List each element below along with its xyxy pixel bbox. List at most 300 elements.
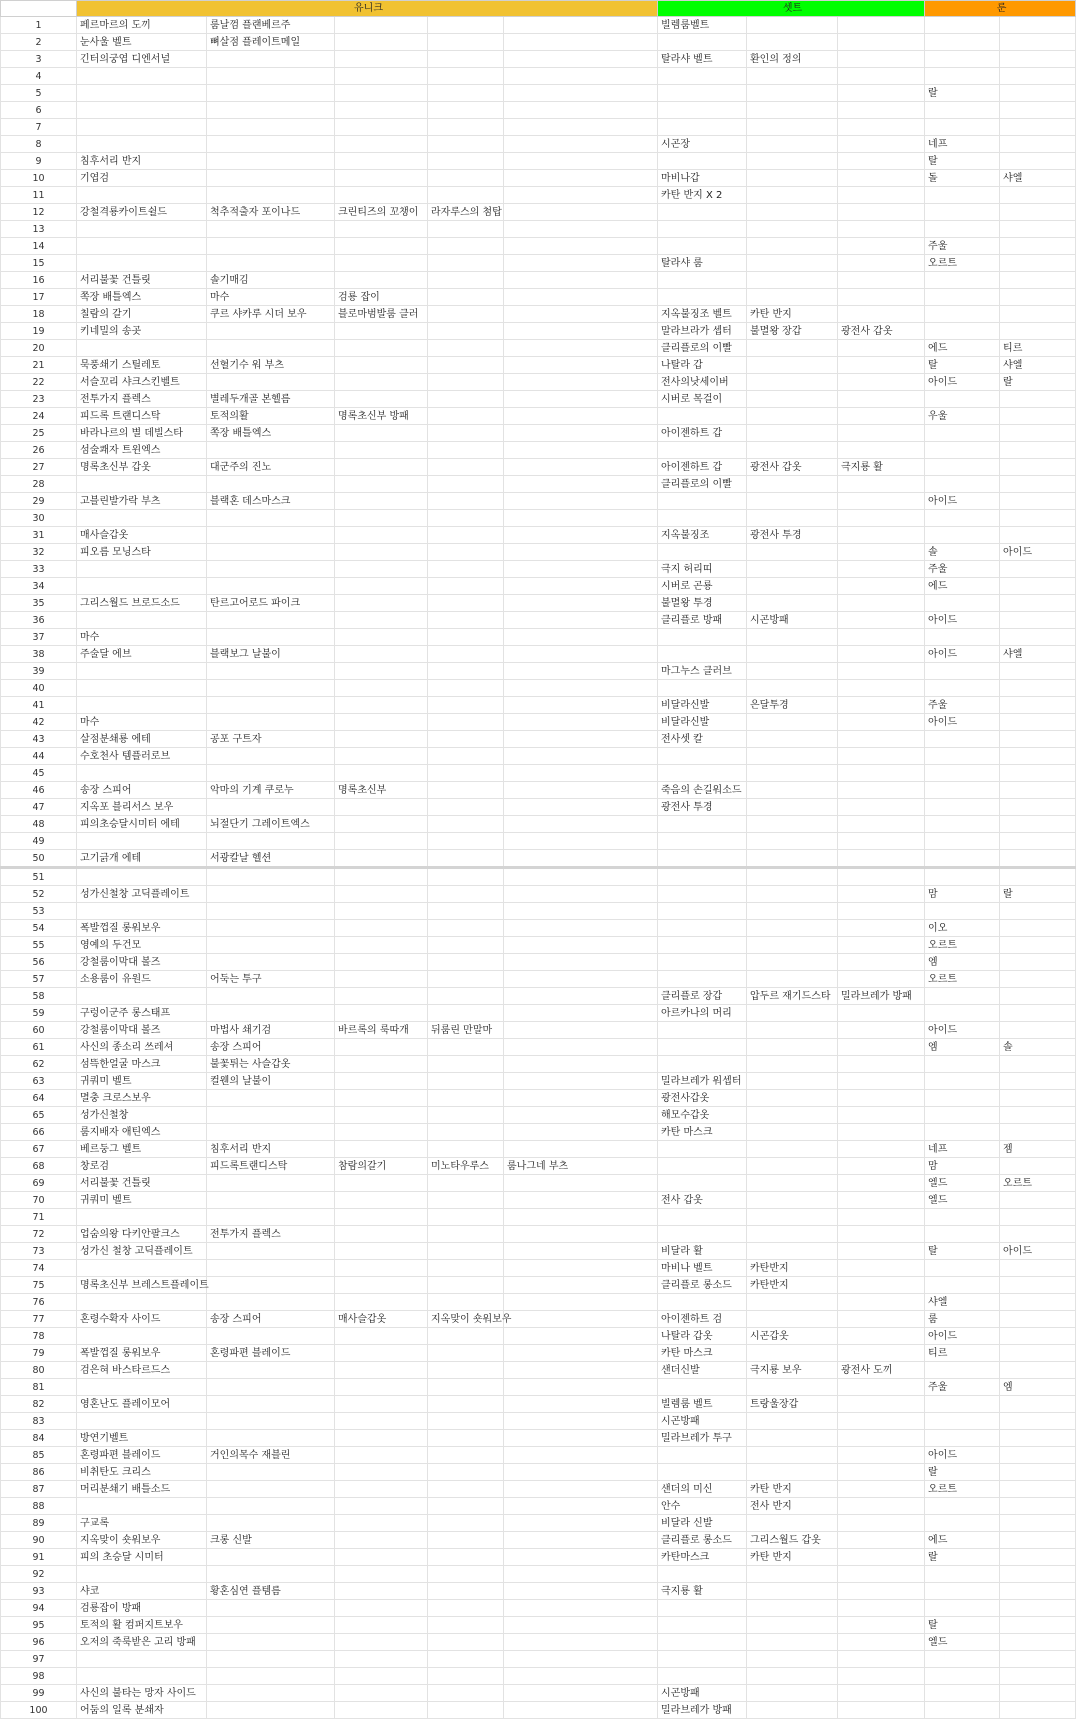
table-cell[interactable] [925,1005,1000,1022]
table-cell[interactable]: 카탄 마스크 [658,1345,747,1362]
table-cell[interactable]: 긴터의궁엽 디엔서널 [77,51,207,68]
table-cell[interactable] [504,187,658,204]
table-cell[interactable] [1000,954,1076,971]
table-cell[interactable] [1000,1464,1076,1481]
table-cell[interactable] [207,1328,335,1345]
table-cell[interactable] [335,1073,428,1090]
table-cell[interactable] [504,1668,658,1685]
table-cell[interactable] [428,937,504,954]
table-cell[interactable] [428,1668,504,1685]
table-cell[interactable] [658,1158,747,1175]
row-number[interactable]: 33 [1,561,77,578]
table-cell[interactable] [428,85,504,102]
table-cell[interactable] [925,459,1000,476]
table-cell[interactable]: 혼령수확자 사이드 [77,1311,207,1328]
table-cell[interactable] [658,1464,747,1481]
table-cell[interactable] [504,17,658,34]
table-cell[interactable] [77,1413,207,1430]
table-cell[interactable] [1000,748,1076,765]
table-cell[interactable]: 아이드 [925,612,1000,629]
table-cell[interactable] [658,680,747,697]
table-cell[interactable] [925,221,1000,238]
row-number[interactable]: 77 [1,1311,77,1328]
table-cell[interactable] [658,102,747,119]
table-cell[interactable]: 시버로 목걸이 [658,391,747,408]
table-cell[interactable] [77,1651,207,1668]
table-cell[interactable] [838,1005,925,1022]
table-cell[interactable] [1000,1192,1076,1209]
row-number[interactable]: 69 [1,1175,77,1192]
table-cell[interactable] [838,510,925,527]
table-cell[interactable] [77,697,207,714]
table-cell[interactable] [335,1447,428,1464]
table-cell[interactable] [504,816,658,833]
table-cell[interactable] [77,833,207,850]
table-cell[interactable] [335,1124,428,1141]
table-cell[interactable] [747,799,838,816]
table-cell[interactable] [428,680,504,697]
table-cell[interactable] [838,1260,925,1277]
table-cell[interactable] [207,1481,335,1498]
table-cell[interactable]: 극지룡 활 [838,459,925,476]
row-number[interactable]: 36 [1,612,77,629]
table-cell[interactable]: 밀라브레가 방패 [658,1702,747,1719]
table-cell[interactable]: 참람의갈기 [335,1158,428,1175]
row-number[interactable]: 21 [1,357,77,374]
table-cell[interactable] [747,578,838,595]
table-cell[interactable] [1000,136,1076,153]
table-cell[interactable]: 솔 [925,544,1000,561]
table-cell[interactable] [747,1243,838,1260]
table-cell[interactable]: 랄 [925,85,1000,102]
table-cell[interactable] [838,561,925,578]
table-cell[interactable] [77,765,207,782]
table-cell[interactable]: 바르록의 룩따개 [335,1022,428,1039]
table-cell[interactable] [1000,1702,1076,1719]
table-cell[interactable] [838,408,925,425]
table-cell[interactable] [747,34,838,51]
table-cell[interactable] [747,1566,838,1583]
table-cell[interactable] [428,68,504,85]
table-cell[interactable]: 랄 [925,1464,1000,1481]
table-cell[interactable] [207,153,335,170]
table-cell[interactable]: 검룡잡이 방패 [77,1600,207,1617]
table-cell[interactable] [838,903,925,920]
table-cell[interactable]: 쪽장 배틀엑스 [77,289,207,306]
table-cell[interactable] [658,34,747,51]
table-cell[interactable] [504,1464,658,1481]
table-cell[interactable]: 카탄마스크 [658,1549,747,1566]
table-cell[interactable]: 샌더의 미신 [658,1481,747,1498]
table-cell[interactable]: 묵풍쇄기 스틸레토 [77,357,207,374]
table-cell[interactable] [1000,272,1076,289]
table-cell[interactable] [747,408,838,425]
table-cell[interactable]: 트랑울장갑 [747,1396,838,1413]
table-cell[interactable] [335,1617,428,1634]
table-cell[interactable] [925,1260,1000,1277]
table-cell[interactable] [504,646,658,663]
table-cell[interactable] [335,850,428,868]
table-cell[interactable] [77,1328,207,1345]
table-cell[interactable] [838,1634,925,1651]
table-cell[interactable] [747,1447,838,1464]
table-cell[interactable] [335,17,428,34]
table-cell[interactable] [747,544,838,561]
table-cell[interactable] [747,493,838,510]
table-cell[interactable] [335,971,428,988]
table-cell[interactable] [335,903,428,920]
table-cell[interactable]: 비달라 활 [658,1243,747,1260]
table-cell[interactable] [207,663,335,680]
table-cell[interactable] [925,629,1000,646]
table-cell[interactable] [428,1396,504,1413]
table-cell[interactable] [925,1515,1000,1532]
table-cell[interactable]: 룸나그네 부츠 [504,1158,658,1175]
table-cell[interactable]: 블랙혼 데스마스크 [207,493,335,510]
row-number[interactable]: 76 [1,1294,77,1311]
table-cell[interactable]: 밀라브레가 방패 [838,988,925,1005]
table-cell[interactable] [428,119,504,136]
table-cell[interactable] [335,1464,428,1481]
table-cell[interactable] [207,1600,335,1617]
table-cell[interactable]: 오르트 [1000,1175,1076,1192]
table-cell[interactable] [504,1328,658,1345]
table-cell[interactable] [838,119,925,136]
table-cell[interactable] [925,51,1000,68]
table-cell[interactable] [838,1022,925,1039]
table-cell[interactable] [925,988,1000,1005]
table-cell[interactable]: 빌렘룸 벨트 [658,1396,747,1413]
table-cell[interactable]: 명록초신부 [335,782,428,799]
table-cell[interactable]: 키네밀의 송곳 [77,323,207,340]
table-cell[interactable] [747,782,838,799]
table-cell[interactable]: 극지 허리띠 [658,561,747,578]
table-cell[interactable] [335,51,428,68]
table-cell[interactable] [1000,1430,1076,1447]
table-cell[interactable] [335,1498,428,1515]
table-cell[interactable] [838,357,925,374]
table-cell[interactable] [207,1549,335,1566]
table-cell[interactable] [504,527,658,544]
table-cell[interactable]: 서슬꼬리 샤크스킨벨트 [77,374,207,391]
table-cell[interactable] [747,1141,838,1158]
table-cell[interactable] [504,697,658,714]
table-cell[interactable] [428,903,504,920]
table-cell[interactable]: 시곤방패 [747,612,838,629]
table-cell[interactable] [1000,697,1076,714]
table-cell[interactable] [747,1107,838,1124]
table-cell[interactable] [925,1430,1000,1447]
table-cell[interactable] [838,170,925,187]
table-cell[interactable] [747,1039,838,1056]
table-cell[interactable] [504,988,658,1005]
table-cell[interactable]: 광전사 갑옷 [747,459,838,476]
table-cell[interactable]: 쿠르 샤카루 시더 보우 [207,306,335,323]
table-cell[interactable]: 거인의목수 재블린 [207,1447,335,1464]
row-number[interactable]: 91 [1,1549,77,1566]
table-cell[interactable] [504,306,658,323]
table-cell[interactable] [77,102,207,119]
table-cell[interactable] [747,153,838,170]
table-cell[interactable] [1000,442,1076,459]
row-number[interactable]: 28 [1,476,77,493]
table-cell[interactable] [925,425,1000,442]
table-cell[interactable]: 클리플로의 이빨 [658,340,747,357]
table-cell[interactable] [838,1073,925,1090]
table-cell[interactable] [1000,816,1076,833]
table-cell[interactable] [1000,323,1076,340]
table-cell[interactable] [335,612,428,629]
table-cell[interactable] [207,886,335,903]
table-cell[interactable]: 명록초신부 갑옷 [77,459,207,476]
row-number[interactable]: 96 [1,1634,77,1651]
table-cell[interactable] [428,527,504,544]
table-cell[interactable] [838,85,925,102]
table-cell[interactable]: 클리플로 롱소드 [658,1277,747,1294]
table-cell[interactable]: 밀라브레가 투구 [658,1430,747,1447]
table-cell[interactable] [335,102,428,119]
table-cell[interactable]: 비달라 신발 [658,1515,747,1532]
table-cell[interactable] [838,34,925,51]
table-cell[interactable] [1000,1311,1076,1328]
table-cell[interactable]: 지옥포 블리서스 보우 [77,799,207,816]
table-cell[interactable] [658,153,747,170]
table-cell[interactable] [335,68,428,85]
table-cell[interactable] [335,595,428,612]
table-cell[interactable] [838,697,925,714]
table-cell[interactable] [838,1209,925,1226]
table-cell[interactable]: 전사 갑옷 [658,1192,747,1209]
table-cell[interactable]: 어둠의 일록 분쇄자 [77,1702,207,1719]
table-cell[interactable]: 솔기매김 [207,272,335,289]
table-cell[interactable] [428,357,504,374]
table-cell[interactable]: 비달라신발 [658,697,747,714]
table-cell[interactable]: 엘드 [925,1634,1000,1651]
table-cell[interactable] [925,1090,1000,1107]
table-cell[interactable]: 블랙보그 날불이 [207,646,335,663]
table-cell[interactable] [1000,510,1076,527]
row-number[interactable]: 66 [1,1124,77,1141]
table-cell[interactable] [335,868,428,886]
row-number[interactable]: 99 [1,1685,77,1702]
table-cell[interactable] [838,1141,925,1158]
table-cell[interactable]: 카탄 반지 [747,1549,838,1566]
table-cell[interactable] [658,119,747,136]
table-cell[interactable] [428,954,504,971]
table-cell[interactable] [504,1396,658,1413]
table-cell[interactable] [838,748,925,765]
table-cell[interactable] [207,340,335,357]
row-number[interactable]: 92 [1,1566,77,1583]
table-cell[interactable]: 아이젠하트 갑 [658,459,747,476]
table-cell[interactable]: 우울 [925,408,1000,425]
table-cell[interactable]: 오르트 [925,255,1000,272]
table-cell[interactable] [1000,1073,1076,1090]
row-number[interactable]: 50 [1,850,77,868]
table-cell[interactable] [1000,765,1076,782]
table-cell[interactable]: 검은혀 바스타르드스 [77,1362,207,1379]
row-number[interactable]: 85 [1,1447,77,1464]
row-number[interactable]: 31 [1,527,77,544]
table-cell[interactable] [1000,595,1076,612]
table-cell[interactable] [428,102,504,119]
table-cell[interactable] [838,731,925,748]
table-cell[interactable] [747,646,838,663]
table-cell[interactable]: 네프 [925,136,1000,153]
table-cell[interactable] [428,629,504,646]
table-cell[interactable] [335,714,428,731]
table-cell[interactable] [428,1685,504,1702]
table-cell[interactable] [77,1379,207,1396]
table-cell[interactable] [335,1634,428,1651]
table-cell[interactable] [428,1583,504,1600]
table-cell[interactable] [207,988,335,1005]
table-cell[interactable]: 크롱 신발 [207,1532,335,1549]
table-cell[interactable] [838,680,925,697]
table-cell[interactable] [658,1668,747,1685]
table-cell[interactable] [428,646,504,663]
table-cell[interactable] [747,357,838,374]
table-cell[interactable] [658,221,747,238]
table-cell[interactable] [1000,1345,1076,1362]
table-cell[interactable] [428,1039,504,1056]
table-cell[interactable]: 광전사 도끼 [838,1362,925,1379]
table-cell[interactable] [428,1345,504,1362]
table-cell[interactable]: 아이드 [925,646,1000,663]
table-cell[interactable]: 전사의낫세이버 [658,374,747,391]
table-cell[interactable]: 마비나갑 [658,170,747,187]
table-cell[interactable] [925,442,1000,459]
row-number[interactable]: 78 [1,1328,77,1345]
table-cell[interactable] [925,527,1000,544]
table-cell[interactable]: 공포 구트자 [207,731,335,748]
table-cell[interactable] [428,1634,504,1651]
row-number[interactable]: 59 [1,1005,77,1022]
row-number[interactable]: 11 [1,187,77,204]
table-cell[interactable]: 엠 [925,1039,1000,1056]
table-cell[interactable] [747,1158,838,1175]
row-number[interactable]: 20 [1,340,77,357]
table-cell[interactable] [428,1209,504,1226]
table-cell[interactable] [1000,1107,1076,1124]
table-cell[interactable] [207,697,335,714]
table-cell[interactable] [504,954,658,971]
table-cell[interactable]: 젬 [1000,1141,1076,1158]
table-cell[interactable]: 지옥불징조 벨트 [658,306,747,323]
table-cell[interactable] [658,204,747,221]
row-number[interactable]: 3 [1,51,77,68]
table-cell[interactable]: 아르카나의 머리 [658,1005,747,1022]
table-cell[interactable] [207,1124,335,1141]
table-cell[interactable] [747,1192,838,1209]
table-cell[interactable]: 피의 초승달 시미터 [77,1549,207,1566]
table-cell[interactable] [747,1345,838,1362]
table-cell[interactable] [428,1243,504,1260]
table-cell[interactable] [504,1277,658,1294]
table-cell[interactable]: 수호천사 템플러로브 [77,748,207,765]
row-number[interactable]: 100 [1,1702,77,1719]
table-cell[interactable]: 라자루스의 첨탑 [428,204,504,221]
table-cell[interactable] [428,255,504,272]
table-cell[interactable] [77,1498,207,1515]
table-cell[interactable] [504,937,658,954]
table-cell[interactable] [658,868,747,886]
table-cell[interactable] [504,629,658,646]
row-number[interactable]: 48 [1,816,77,833]
table-cell[interactable] [838,340,925,357]
table-cell[interactable] [838,289,925,306]
table-cell[interactable] [428,595,504,612]
table-cell[interactable] [428,1532,504,1549]
table-cell[interactable] [335,1175,428,1192]
table-cell[interactable] [1000,920,1076,937]
table-cell[interactable] [77,340,207,357]
table-cell[interactable] [335,85,428,102]
table-cell[interactable] [1000,1022,1076,1039]
table-cell[interactable]: 클리플로 롱소드 [658,1532,747,1549]
table-cell[interactable] [504,903,658,920]
table-cell[interactable] [747,374,838,391]
table-cell[interactable]: 폭발껍질 롱워보우 [77,1345,207,1362]
table-cell[interactable] [428,714,504,731]
row-number[interactable]: 40 [1,680,77,697]
table-cell[interactable] [1000,1260,1076,1277]
row-number[interactable]: 49 [1,833,77,850]
table-cell[interactable] [504,1362,658,1379]
table-cell[interactable] [207,1005,335,1022]
table-cell[interactable]: 마수 [207,289,335,306]
table-cell[interactable] [504,1566,658,1583]
table-cell[interactable] [207,1685,335,1702]
row-number[interactable]: 16 [1,272,77,289]
table-cell[interactable] [1000,629,1076,646]
table-cell[interactable] [207,1634,335,1651]
table-cell[interactable] [428,561,504,578]
table-cell[interactable] [335,646,428,663]
table-cell[interactable] [207,937,335,954]
table-cell[interactable] [747,510,838,527]
table-cell[interactable]: 영예의 두건모 [77,937,207,954]
table-cell[interactable] [1000,68,1076,85]
table-cell[interactable] [335,1107,428,1124]
table-cell[interactable] [747,954,838,971]
table-cell[interactable] [747,221,838,238]
table-cell[interactable] [504,1685,658,1702]
table-cell[interactable]: 아이젠하트 검 [658,1311,747,1328]
table-cell[interactable] [747,629,838,646]
table-cell[interactable] [747,1073,838,1090]
table-cell[interactable]: 솔 [1000,1039,1076,1056]
table-cell[interactable]: 탈 [925,1617,1000,1634]
table-cell[interactable] [335,1141,428,1158]
table-cell[interactable] [747,714,838,731]
table-cell[interactable]: 피오름 모닝스타 [77,544,207,561]
row-number[interactable]: 89 [1,1515,77,1532]
table-cell[interactable] [207,1498,335,1515]
table-cell[interactable] [428,731,504,748]
row-number[interactable]: 62 [1,1056,77,1073]
table-cell[interactable] [1000,425,1076,442]
table-cell[interactable]: 침후서리 반지 [207,1141,335,1158]
table-cell[interactable] [428,1328,504,1345]
table-cell[interactable] [504,425,658,442]
table-cell[interactable] [207,1260,335,1277]
table-cell[interactable] [1000,1685,1076,1702]
table-cell[interactable] [504,920,658,937]
row-number[interactable]: 47 [1,799,77,816]
table-cell[interactable] [504,170,658,187]
table-cell[interactable] [838,1685,925,1702]
